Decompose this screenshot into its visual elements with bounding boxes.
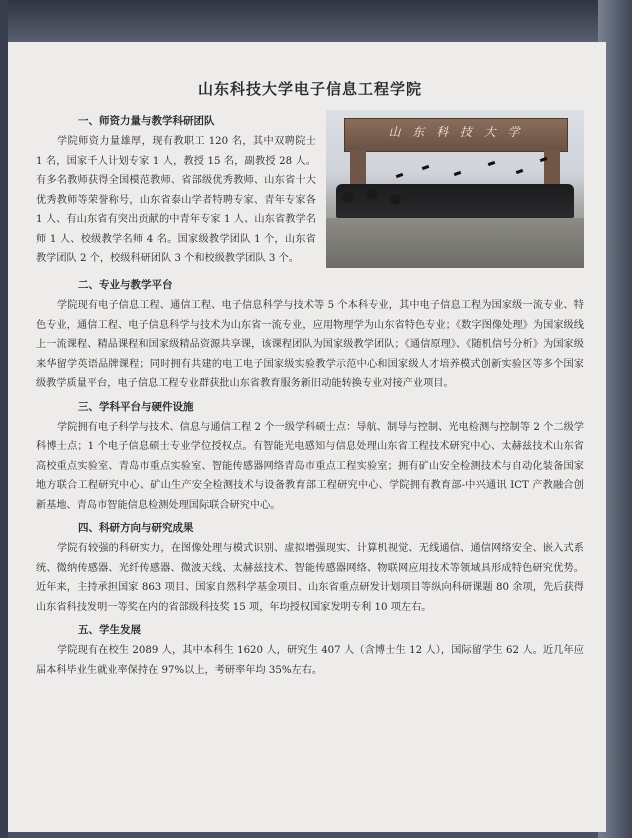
thrown-cap (422, 165, 430, 170)
section-heading: 二、专业与教学平台 (78, 279, 173, 291)
poster-title: 山东科技大学电子信息工程学院 (197, 80, 422, 98)
wall-background-left (0, 0, 8, 838)
section-body: 学院师资力量雄厚，现有教职工 120 名，其中双聘院士 1 名，国家千人计划专家 1 人，教授 15 名，副教授 28 人。有多名教师获得全国模范教师、省部级优秀教师、山东省十大优秀教师等荣誉称号，山东省泰山学者特聘专家、青年专家各 1 人、有山东省有突出贡献的中青年专家 1 人、山东省教学名师 1 人、校级教学名师 4 名。国家级教学团队 1 个，山东省教学团队 2 个，校级科研团队 3 个和校级教学团队 3 个。 (36, 136, 316, 264)
section-body: 学院有较强的科研实力，在图像处理与模式识别、虚拟增强现实、计算机视觉、无线通信、通信网络安全、嵌入式系统、微纳传感器、光纤传感器、微波天线、太赫兹技术、智能传感器网络、物联网应用技术等领域具形成特色研究优势。近年来，主持承担国家 863 项目、国家自然科学基金项目、山东省重点研发计划项目等纵向科研课题 80 余项，先后获得山东省科技发明一等奖在内的省部级科技奖 15 项，年均授权国家发明专利 10 项左右。 (36, 543, 584, 613)
plaza-ground (326, 218, 584, 268)
section-students (36, 621, 584, 680)
section-body: 学院拥有电子科学与技术、信息与通信工程 2 个一级学科硕士点：导航、制导与控制、光电检测与控制等 2 个二级学科博士点；1 个电子信息硕士专业学位授权点。有智能光电感知与信息处理山东省工程技术研究中心、太赫兹技术山东省高校重点实验室、青岛市重点实验室、智能传感器网络青岛市重点工程实验室；拥有矿山安全检测技术与自动化装备国家地方联合工程研究中心、矿山生产安全检测技术与设备教育部工程研究中心、学院拥有教育部-中兴通讯 ICT 产教融合创新基地、青岛市智能信息检测处理国际联合研究中心。 (36, 421, 584, 511)
thrown-cap (488, 161, 496, 166)
section-heading: 五、学生发展 (78, 624, 141, 636)
graduation-photo (326, 110, 584, 268)
section-heading: 三、学科平台与硬件设施 (78, 400, 194, 413)
graduates-crowd (336, 184, 574, 218)
thrown-cap (396, 173, 404, 178)
wall-background-top (0, 0, 632, 44)
poster-board (8, 42, 606, 832)
section-research (36, 519, 584, 617)
section-disciplines (36, 398, 584, 516)
section-heading: 一、师资力量与教学科研团队 (78, 115, 215, 127)
thrown-cap (454, 171, 462, 176)
section-majors (36, 276, 584, 394)
gate-inscription: 山 东 科 技 大 学 (388, 125, 524, 139)
section-body: 学院现有在校生 2089 人，其中本科生 1620 人，研究生 407 人（含博士生 12 人），国际留学生 62 人。近几年应届本科毕业生就业率保持在 97%以上，考研率年均 35%左右。 (36, 645, 584, 676)
thrown-cap (516, 169, 524, 174)
section-faculty (36, 110, 584, 274)
section-heading: 四、科研方向与研究成果 (78, 522, 194, 534)
section-body: 学院现有电子信息工程、通信工程、电子信息科学与技术等 5 个本科专业，其中电子信息工程为国家级一流专业、特色专业，通信工程、电子信息科学与技术为山东省一流专业，应用物理学为山东省特色专业；《数字图像处理》为国家级线上一流课程、精品课程和国家级精品资源共享课，该课程团队为国家级教学团队；《通信原理》、《随机信号分析》为国家级来华留学英语品牌课程；同时拥有共建的电工电子国家级实验教学示范中心和国家级人才培养模式创新实验区等多个国家级教学质量平台，电子信息工程专业群获批山东省教育服务新旧动能转换专业对接产业项目。 (36, 300, 584, 389)
